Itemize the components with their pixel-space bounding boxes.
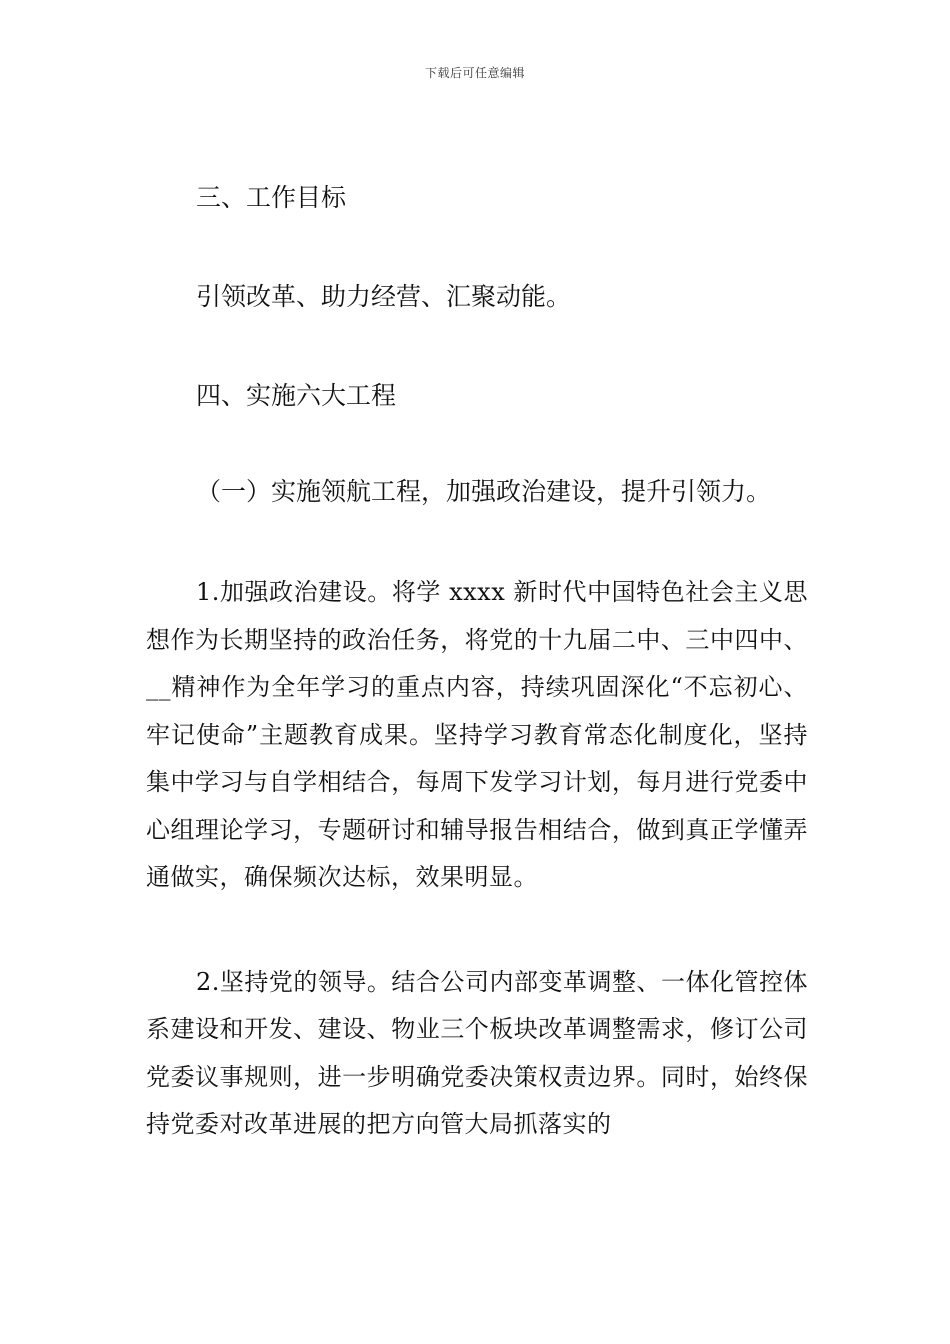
section-4-title: 四、实施六大工程: [196, 381, 397, 410]
paragraph-2: 2.坚持党的领导。结合公司内部变革调整、一体化管控体系建设和开发、建设、物业三个板块改革调整需求，修订公司党委议事规则，进一步明确党委决策权责边界。同时，始终保持党委对改革进展的把方向管大局抓落实的: [146, 967, 808, 1138]
document-body: [146, 178, 808, 1149]
header-note: 下载后可任意编辑: [424, 66, 525, 80]
subsection-1-title: （一）实施领航工程，加强政治建设，提升引领力。: [196, 477, 772, 506]
section-3-text: 引领改革、助力经营、汇聚动能。: [196, 282, 572, 311]
section-3-title: 三、工作目标: [196, 183, 347, 212]
paragraph-1: 1.加强政治建设。将学 xxxx 新时代中国特色社会主义思想作为长期坚持的政治任务，将党的十九届二中、三中四中、__精神作为全年学习的重点内容，持续巩固深化“不忘初心、牢记使命”主题教育成果。坚持学习教育常态化制度化，坚持集中学习与自学相结合，每周下发学习计划，每月进行党委中心组理论学习，专题研讨和辅导报告相结合，做到真正学懂弄通做实，确保频次达标，效果明显。: [146, 578, 808, 891]
